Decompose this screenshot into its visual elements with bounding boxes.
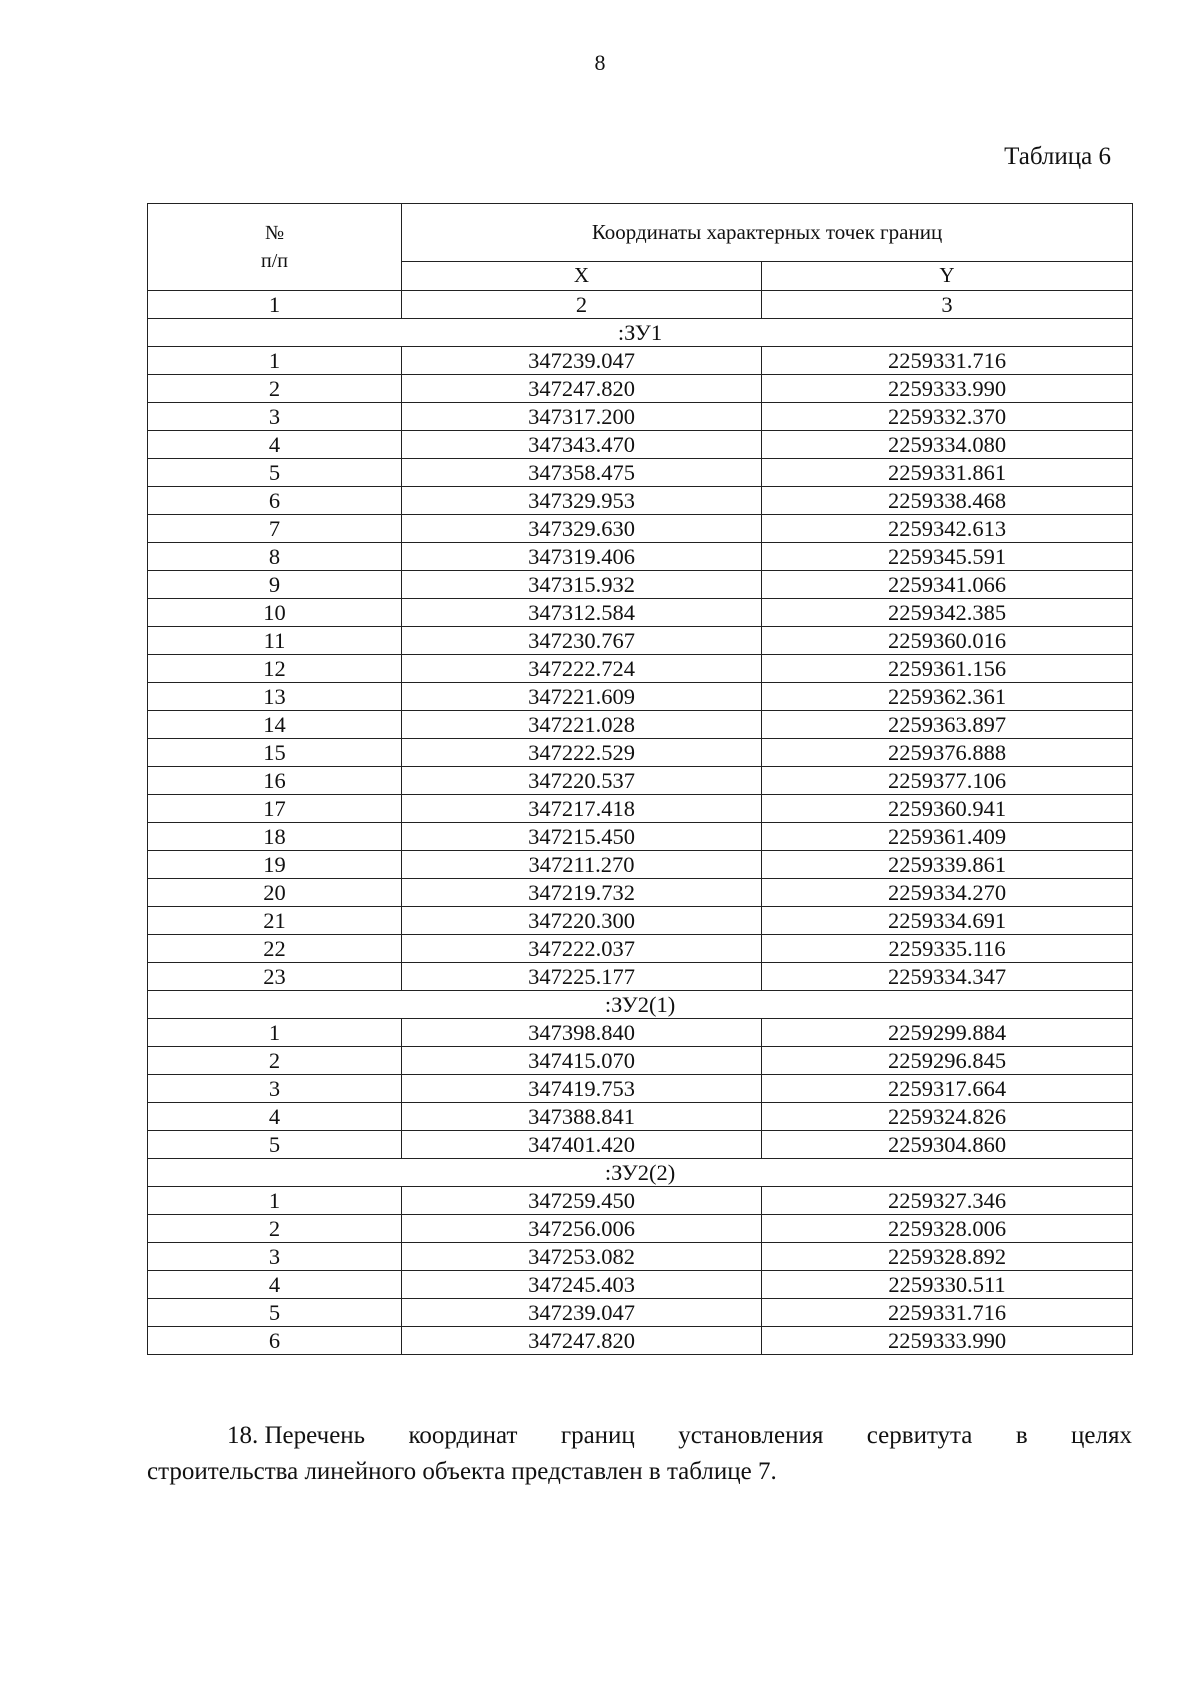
table-row xyxy=(148,599,1133,627)
table-row xyxy=(148,431,1133,459)
coord-y: 2259327.346 xyxy=(762,1187,1133,1215)
paragraph-word: 18. Перечень xyxy=(227,1422,366,1449)
table-row xyxy=(148,1103,1133,1131)
header-row-number xyxy=(148,204,402,291)
point-number: 2 xyxy=(148,1047,402,1075)
paragraph-word: в xyxy=(1015,1422,1028,1449)
point-number: 20 xyxy=(148,879,402,907)
coord-y: 2259296.845 xyxy=(762,1047,1133,1075)
coord-y: 2259377.106 xyxy=(762,767,1133,795)
point-number: 15 xyxy=(148,739,402,767)
coord-x: 347222.037 xyxy=(402,935,762,963)
coord-x: 347319.406 xyxy=(402,543,762,571)
coord-y: 2259331.861 xyxy=(762,459,1133,487)
table-row xyxy=(148,1075,1133,1103)
column-number: 1 xyxy=(148,291,402,319)
point-number: 13 xyxy=(148,683,402,711)
coord-x: 347222.724 xyxy=(402,655,762,683)
point-number: 17 xyxy=(148,795,402,823)
coord-x: 347211.270 xyxy=(402,851,762,879)
point-number: 14 xyxy=(148,711,402,739)
point-number: 7 xyxy=(148,515,402,543)
point-number: 1 xyxy=(148,347,402,375)
paragraph-word: целях xyxy=(1071,1422,1132,1449)
point-number: 6 xyxy=(148,487,402,515)
header-num-sign: № xyxy=(264,222,285,244)
coord-y: 2259361.409 xyxy=(762,823,1133,851)
coord-x: 347222.529 xyxy=(402,739,762,767)
point-number: 1 xyxy=(148,1019,402,1047)
point-number: 19 xyxy=(148,851,402,879)
table-row xyxy=(148,1187,1133,1215)
header-y: Y xyxy=(762,261,1133,290)
paragraph-word: установления xyxy=(678,1422,824,1449)
paragraph-word: границ xyxy=(560,1422,635,1449)
point-number: 18 xyxy=(148,823,402,851)
coord-x: 347217.418 xyxy=(402,795,762,823)
coord-y: 2259317.664 xyxy=(762,1075,1133,1103)
point-number: 4 xyxy=(148,1271,402,1299)
table-row xyxy=(148,347,1133,375)
point-number: 2 xyxy=(148,375,402,403)
point-number: 4 xyxy=(148,431,402,459)
table-row xyxy=(148,1019,1133,1047)
table-row xyxy=(148,403,1133,431)
point-number: 10 xyxy=(148,599,402,627)
coord-y: 2259341.066 xyxy=(762,571,1133,599)
coord-x: 347259.450 xyxy=(402,1187,762,1215)
table-row xyxy=(148,823,1133,851)
table-row xyxy=(148,1271,1133,1299)
coord-x: 347315.932 xyxy=(402,571,762,599)
point-number: 23 xyxy=(148,963,402,991)
table-body xyxy=(148,319,1133,1355)
point-number: 1 xyxy=(148,1187,402,1215)
coord-x: 347343.470 xyxy=(402,431,762,459)
table-row xyxy=(148,907,1133,935)
table-row xyxy=(148,1243,1133,1271)
coord-x: 347415.070 xyxy=(402,1047,762,1075)
coord-x: 347329.630 xyxy=(402,515,762,543)
table-row xyxy=(148,459,1133,487)
coord-y: 2259339.861 xyxy=(762,851,1133,879)
table-row xyxy=(148,375,1133,403)
coord-x: 347239.047 xyxy=(402,1299,762,1327)
point-number: 12 xyxy=(148,655,402,683)
header-pp: п/п xyxy=(261,250,288,272)
section-name: :ЗУ2(2) xyxy=(148,1159,1133,1187)
header-x: X xyxy=(402,261,762,290)
coord-y: 2259331.716 xyxy=(762,347,1133,375)
point-number: 5 xyxy=(148,1299,402,1327)
table-row xyxy=(148,515,1133,543)
coord-y: 2259333.990 xyxy=(762,1327,1133,1355)
point-number: 11 xyxy=(148,627,402,655)
paragraph-word: координат xyxy=(408,1422,518,1449)
page-number: 8 xyxy=(594,50,606,75)
coord-x: 347401.420 xyxy=(402,1131,762,1159)
coord-y: 2259332.370 xyxy=(762,403,1133,431)
paragraph xyxy=(147,1418,1132,1490)
coord-x: 347225.177 xyxy=(402,963,762,991)
paragraph-word: сервитута xyxy=(866,1422,973,1449)
point-number: 4 xyxy=(148,1103,402,1131)
paragraph-line-1 xyxy=(147,1418,1132,1454)
coord-x: 347221.028 xyxy=(402,711,762,739)
coord-x: 347239.047 xyxy=(402,347,762,375)
coord-x: 347312.584 xyxy=(402,599,762,627)
coord-x: 347215.450 xyxy=(402,823,762,851)
coord-y: 2259376.888 xyxy=(762,739,1133,767)
coord-y: 2259345.591 xyxy=(762,543,1133,571)
coord-y: 2259360.941 xyxy=(762,795,1133,823)
coord-y: 2259342.613 xyxy=(762,515,1133,543)
coord-x: 347398.840 xyxy=(402,1019,762,1047)
coord-y: 2259338.468 xyxy=(762,487,1133,515)
header-coordinates: Координаты характерных точек границ xyxy=(402,204,1133,262)
coord-y: 2259324.826 xyxy=(762,1103,1133,1131)
coord-y: 2259342.385 xyxy=(762,599,1133,627)
point-number: 3 xyxy=(148,1243,402,1271)
coord-x: 347388.841 xyxy=(402,1103,762,1131)
section-header-row xyxy=(148,991,1133,1019)
coord-y: 2259362.361 xyxy=(762,683,1133,711)
point-number: 21 xyxy=(148,907,402,935)
table-row xyxy=(148,1299,1133,1327)
coord-y: 2259328.892 xyxy=(762,1243,1133,1271)
coord-y: 2259334.691 xyxy=(762,907,1133,935)
table-row xyxy=(148,963,1133,991)
coord-y: 2259331.716 xyxy=(762,1299,1133,1327)
table-row xyxy=(148,627,1133,655)
table-row xyxy=(148,851,1133,879)
coord-x: 347253.082 xyxy=(402,1243,762,1271)
point-number: 6 xyxy=(148,1327,402,1355)
coordinates-table xyxy=(147,203,1133,1355)
coord-y: 2259334.080 xyxy=(762,431,1133,459)
coord-y: 2259304.860 xyxy=(762,1131,1133,1159)
coord-y: 2259363.897 xyxy=(762,711,1133,739)
coord-y: 2259334.270 xyxy=(762,879,1133,907)
coord-x: 347256.006 xyxy=(402,1215,762,1243)
table-row xyxy=(148,711,1133,739)
section-name: :ЗУ1 xyxy=(148,319,1133,347)
table-row xyxy=(148,1215,1133,1243)
table-row xyxy=(148,1131,1133,1159)
point-number: 2 xyxy=(148,1215,402,1243)
point-number: 22 xyxy=(148,935,402,963)
point-number: 8 xyxy=(148,543,402,571)
coord-y: 2259330.511 xyxy=(762,1271,1133,1299)
coord-x: 347220.300 xyxy=(402,907,762,935)
coord-x: 347329.953 xyxy=(402,487,762,515)
coord-x: 347219.732 xyxy=(402,879,762,907)
coord-x: 347230.767 xyxy=(402,627,762,655)
coord-x: 347247.820 xyxy=(402,375,762,403)
table-row xyxy=(148,879,1133,907)
table-row xyxy=(148,767,1133,795)
coord-y: 2259335.116 xyxy=(762,935,1133,963)
coord-x: 347247.820 xyxy=(402,1327,762,1355)
table-row xyxy=(148,795,1133,823)
coord-x: 347419.753 xyxy=(402,1075,762,1103)
coord-x: 347221.609 xyxy=(402,683,762,711)
section-header-row xyxy=(148,319,1133,347)
coord-y: 2259361.156 xyxy=(762,655,1133,683)
point-number: 16 xyxy=(148,767,402,795)
table-row xyxy=(148,655,1133,683)
table-row xyxy=(148,935,1133,963)
table-row xyxy=(148,543,1133,571)
table-row xyxy=(148,571,1133,599)
section-name: :ЗУ2(1) xyxy=(148,991,1133,1019)
coord-x: 347220.537 xyxy=(402,767,762,795)
section-header-row xyxy=(148,1159,1133,1187)
point-number: 3 xyxy=(148,1075,402,1103)
coord-y: 2259334.347 xyxy=(762,963,1133,991)
table-row xyxy=(148,739,1133,767)
table-row xyxy=(148,1047,1133,1075)
table-title: Таблица 6 xyxy=(1004,143,1111,170)
coord-x: 347358.475 xyxy=(402,459,762,487)
column-number: 2 xyxy=(402,291,762,319)
coord-y: 2259333.990 xyxy=(762,375,1133,403)
coord-x: 347245.403 xyxy=(402,1271,762,1299)
column-number: 3 xyxy=(762,291,1133,319)
table-row xyxy=(148,487,1133,515)
table-row xyxy=(148,683,1133,711)
coord-y: 2259360.016 xyxy=(762,627,1133,655)
point-number: 3 xyxy=(148,403,402,431)
point-number: 5 xyxy=(148,1131,402,1159)
table-row xyxy=(148,1327,1133,1355)
coord-y: 2259299.884 xyxy=(762,1019,1133,1047)
paragraph-line-2: строительства линейного объекта представлен в таблице 7. xyxy=(147,1458,777,1485)
point-number: 9 xyxy=(148,571,402,599)
coord-y: 2259328.006 xyxy=(762,1215,1133,1243)
coord-x: 347317.200 xyxy=(402,403,762,431)
point-number: 5 xyxy=(148,459,402,487)
